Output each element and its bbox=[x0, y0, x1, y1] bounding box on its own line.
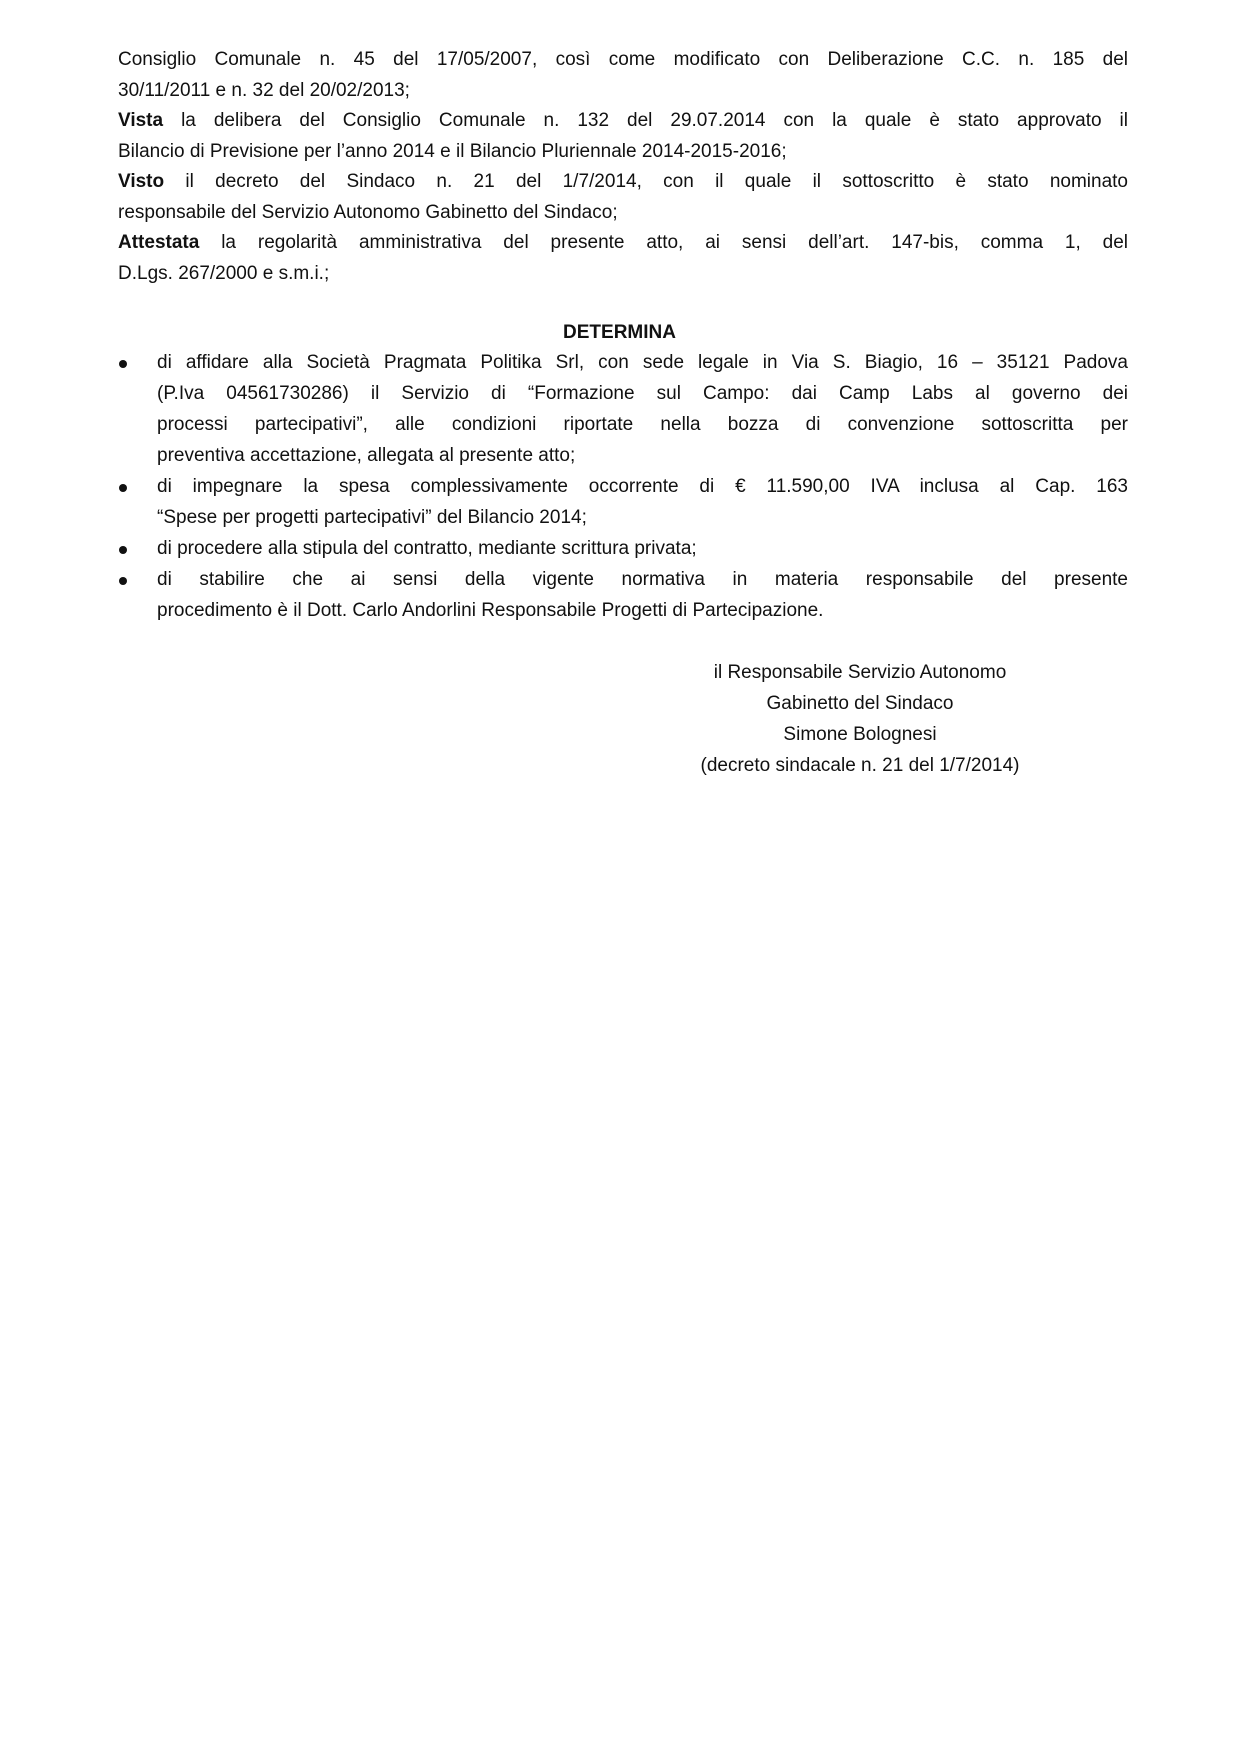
signature-office: Gabinetto del Sindaco bbox=[766, 693, 954, 714]
signature-name: Simone Bolognesi bbox=[783, 724, 937, 745]
premise-text: la regolarità amministrativa del presente atto, ai sensi dell’art. 147-bis, comma 1, del bbox=[199, 232, 1128, 253]
premise-line bbox=[118, 198, 1128, 228]
list-item-line: processi partecipativi”, alle condizioni riportate nella bozza di convenzione sottoscritta per bbox=[157, 414, 1128, 435]
premise-text: 30/11/2011 e n. 32 del 20/02/2013; bbox=[118, 79, 410, 101]
premise-text: D.Lgs. 267/2000 e s.m.i.; bbox=[118, 262, 330, 284]
list-item-line: di procedere alla stipula del contratto, mediante scrittura privata; bbox=[157, 538, 697, 559]
signature-block bbox=[660, 657, 1060, 781]
premise-line bbox=[118, 167, 1128, 197]
signature-decree: (decreto sindacale n. 21 del 1/7/2014) bbox=[700, 755, 1020, 776]
premise-text: Consiglio Comunale n. 45 del 17/05/2007, così come modificato con Deliberazione C.C. n. 185 del bbox=[118, 49, 1128, 70]
premise-text: il decreto del Sindaco n. 21 del 1/7/2014, con il quale il sottoscritto è stato nominato bbox=[164, 171, 1128, 192]
premise-text: la delibera del Consiglio Comunale n. 132 del 29.07.2014 con la quale è stato approvato il bbox=[163, 110, 1128, 131]
list-item-line: di stabilire che ai sensi della vigente normativa in materia responsabile del presente bbox=[157, 569, 1128, 590]
premise-text: responsabile del Servizio Autonomo Gabinetto del Sindaco; bbox=[118, 201, 618, 223]
premise-keyword: Vista bbox=[118, 110, 164, 131]
list-item-line: preventiva accettazione, allegata al presente atto; bbox=[157, 445, 576, 466]
premise-line bbox=[118, 45, 1128, 75]
premise-keyword: Attestata bbox=[118, 232, 200, 253]
premise-line bbox=[118, 76, 1128, 106]
signature-title: il Responsabile Servizio Autonomo bbox=[713, 662, 1007, 683]
premise-line bbox=[118, 106, 1128, 136]
list-item-line: di affidare alla Società Pragmata Politika Srl, con sede legale in Via S. Biagio, 16 – 35121 Padova bbox=[157, 352, 1128, 373]
bullet-icon bbox=[119, 546, 127, 554]
bullet-icon bbox=[119, 577, 127, 585]
determina-heading: DETERMINA bbox=[563, 322, 676, 343]
list-item-line: “Spese per progetti partecipativi” del Bilancio 2014; bbox=[157, 507, 587, 528]
premise-line bbox=[118, 228, 1128, 258]
premise-line bbox=[118, 137, 1128, 167]
bullet-icon bbox=[119, 484, 127, 492]
list-item-line: procedimento è il Dott. Carlo Andorlini Responsabile Progetti di Partecipazione. bbox=[157, 600, 824, 621]
premise-text: Bilancio di Previsione per l’anno 2014 e il Bilancio Pluriennale 2014-2015-2016; bbox=[118, 140, 787, 162]
premise-line bbox=[118, 259, 1128, 289]
premise-keyword: Visto bbox=[118, 171, 165, 192]
list-item-line: di impegnare la spesa complessivamente occorrente di € 11.590,00 IVA inclusa al Cap. 163 bbox=[157, 476, 1128, 497]
list-item-line: (P.Iva 04561730286) il Servizio di “Formazione sul Campo: dai Camp Labs al governo dei bbox=[157, 383, 1128, 404]
bullet-icon bbox=[119, 360, 127, 368]
